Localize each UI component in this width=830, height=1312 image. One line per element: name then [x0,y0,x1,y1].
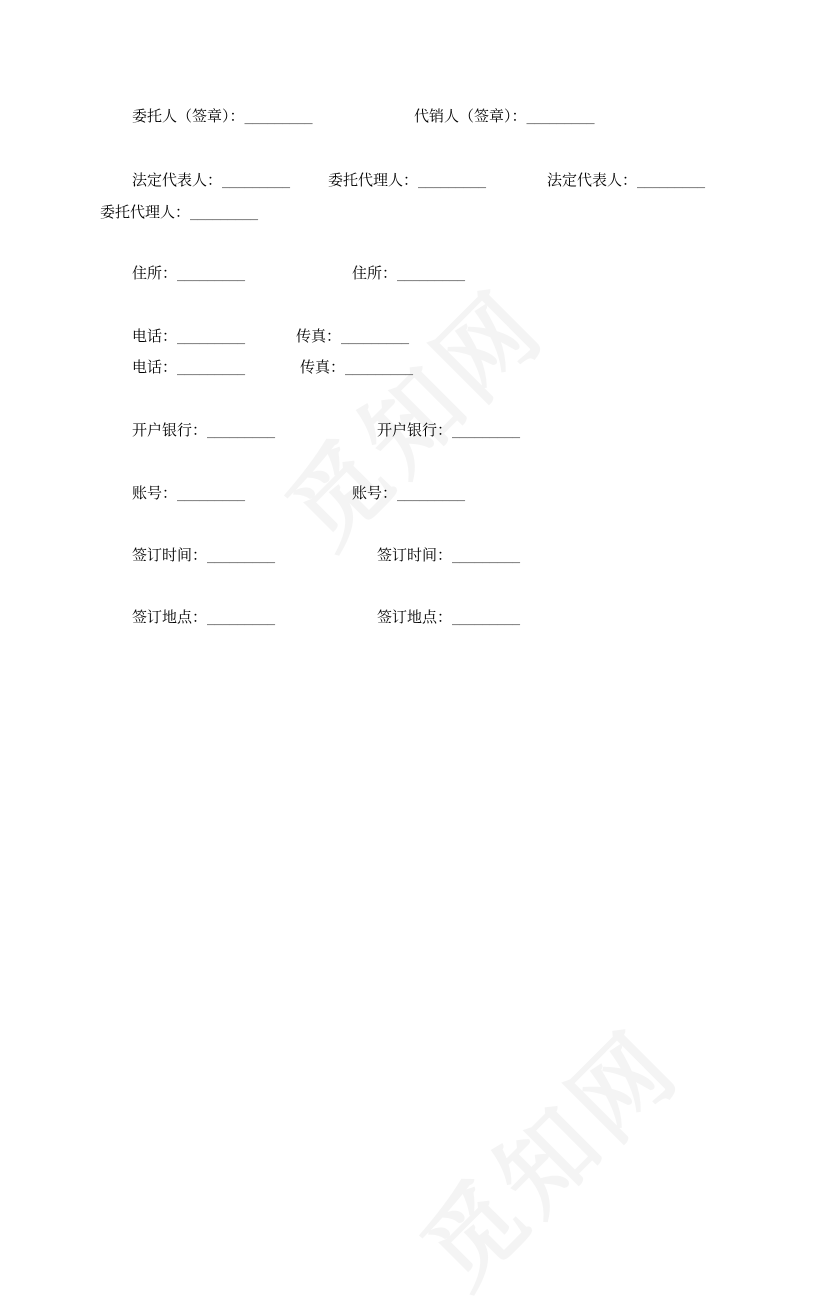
phone-field [132,326,245,348]
fill-in-blank: _________ [177,330,245,345]
bank-field-2 [377,420,520,442]
fill-in-blank: _________ [244,110,313,125]
watermark-bottom [387,995,704,1312]
fill-in-blank: _________ [452,549,520,564]
fill-in-blank: _________ [341,330,409,345]
fill-in-blank: _________ [190,206,258,221]
fill-in-blank: _________ [207,611,275,626]
authorized-agent-field-2 [100,202,258,224]
field-label: 住所： [352,264,398,282]
field-label: 开户银行： [132,421,208,439]
field-label: 签订地点： [132,608,208,626]
signing-time-field-2 [377,545,520,567]
fill-in-blank: _________ [637,174,705,189]
address-field-2 [352,263,465,285]
legal-representative-field [132,170,290,192]
watermark [252,255,569,572]
phone-field-2 [132,357,245,379]
field-label: 账号： [352,484,398,502]
field-label: 签订地点： [377,608,453,626]
signing-time-field [132,545,275,567]
field-label: 传真： [300,358,346,376]
fill-in-blank: _________ [397,487,465,502]
consignor-signature-field [132,106,312,128]
bank-field [132,420,275,442]
field-label: 电话： [132,358,178,376]
field-label: 签订时间： [132,546,208,564]
fill-in-blank: _________ [207,549,275,564]
field-label: 电话： [132,327,178,345]
signing-place-field-2 [377,607,520,629]
account-field-2 [352,483,465,505]
field-label: 委托代理人： [100,203,191,221]
fill-in-blank: _________ [177,267,245,282]
account-field [132,483,245,505]
fill-in-blank: _________ [177,361,245,376]
signing-place-field [132,607,275,629]
fill-in-blank: _________ [452,611,520,626]
field-label: 法定代表人： [132,171,223,189]
fill-in-blank: _________ [526,110,595,125]
fill-in-blank: _________ [397,267,465,282]
fill-in-blank: _________ [207,424,275,439]
field-label: 账号： [132,484,178,502]
legal-representative-field-2 [547,170,705,192]
field-label: 住所： [132,264,178,282]
fax-field-2 [300,357,413,379]
fill-in-blank: _________ [452,424,520,439]
field-label: 委托代理人： [328,171,419,189]
agent-signature-field [414,106,594,128]
fill-in-blank: _________ [177,487,245,502]
field-label: 签订时间： [377,546,453,564]
field-label: 委托人（签章）： [132,107,245,125]
field-label: 开户银行： [377,421,453,439]
address-field [132,263,245,285]
fill-in-blank: _________ [345,361,413,376]
fill-in-blank: _________ [418,174,486,189]
fill-in-blank: _________ [222,174,290,189]
field-label: 法定代表人： [547,171,638,189]
field-label: 代销人（签章）： [414,107,527,125]
fax-field [296,326,409,348]
authorized-agent-field [328,170,486,192]
field-label: 传真： [296,327,342,345]
